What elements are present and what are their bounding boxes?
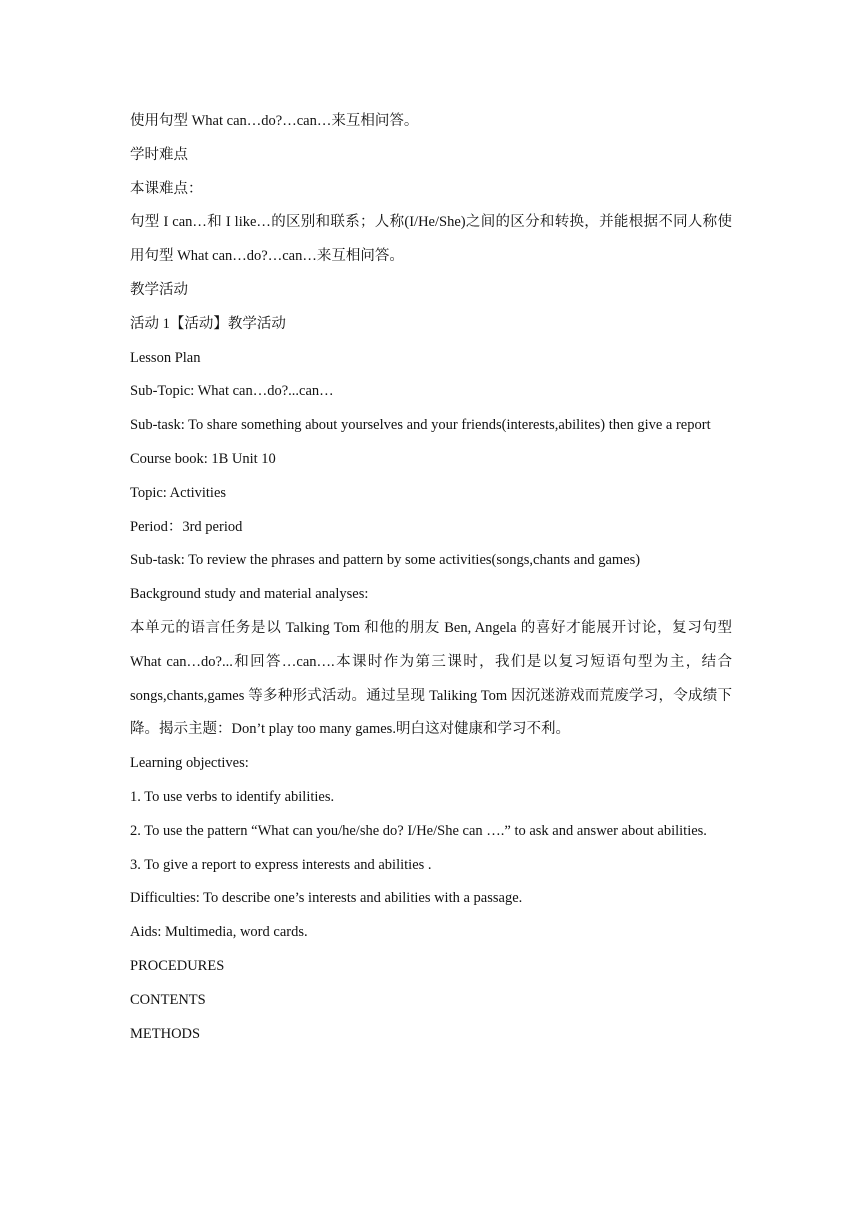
objective-item-2: 2. To use the pattern “What can you/he/she do? I/He/She can ….” to ask and answer about abilities. <box>130 822 707 839</box>
label-lesson-difficulties: 本课难点： <box>130 180 203 197</box>
line-aids: Aids: Multimedia, word cards. <box>130 924 308 941</box>
objective-item-3: 3. To give a report to express interests and abilities . <box>130 856 432 873</box>
line-difficulties: Difficulties: To describe one’s interests and abilities with a passage. <box>130 890 523 907</box>
heading-lesson-plan: Lesson Plan <box>130 349 201 366</box>
document-page <box>130 105 732 1051</box>
line-course-book: Course book: 1B Unit 10 <box>130 450 276 467</box>
heading-learning-objectives: Learning objectives: <box>130 755 249 772</box>
heading-contents: CONTENTS <box>130 991 206 1008</box>
objective-item-1: 1. To use verbs to identify abilities. <box>130 788 335 805</box>
heading-background-study: Background study and material analyses: <box>130 586 369 603</box>
line-sub-task-review: Sub-task: To review the phrases and pattern by some activities(songs,chants and games) <box>130 552 641 569</box>
heading-teaching-activities: 教学活动 <box>130 281 188 298</box>
heading-procedures: PROCEDURES <box>130 957 225 974</box>
paragraph-background-analysis: 本单元的语言任务是以 Talking Tom 和他的朋友 Ben, Angela 的喜好才能展开讨论，复习句型 What can…do?...和回答…can….本课时作为第三课时，我们是以复习短语句型为主，结合 songs,chants,games 等多种形式活动。通过呈现 Taliking Tom 因沉迷游戏而荒废学习，令成绩下降。揭示主题：Don’t play too many games.明白这对健康和学习不利。 <box>130 619 732 738</box>
heading-activity-1: 活动 1【活动】教学活动 <box>130 315 286 332</box>
line-sub-task-share: Sub-task: To share something about yourselves and your friends(interests,abilites) then give a report <box>130 417 711 434</box>
line-topic: Topic: Activities <box>130 484 227 501</box>
line-sub-topic: Sub-Topic: What can…do?...can… <box>130 383 334 400</box>
paragraph-pattern-usage: 使用句型 What can…do?…can…来互相问答。 <box>130 113 419 129</box>
line-period: Period：3rd period <box>130 518 243 535</box>
paragraph-difficulty-detail: 句型 I can…和 I like…的区别和联系；人称(I/He/She)之间的区分和转换，并能根据不同人称使用句型 What can…do?…can…来互相问答。 <box>130 214 732 265</box>
heading-methods: METHODS <box>130 1025 201 1042</box>
heading-difficult-points: 学时难点 <box>130 146 188 163</box>
